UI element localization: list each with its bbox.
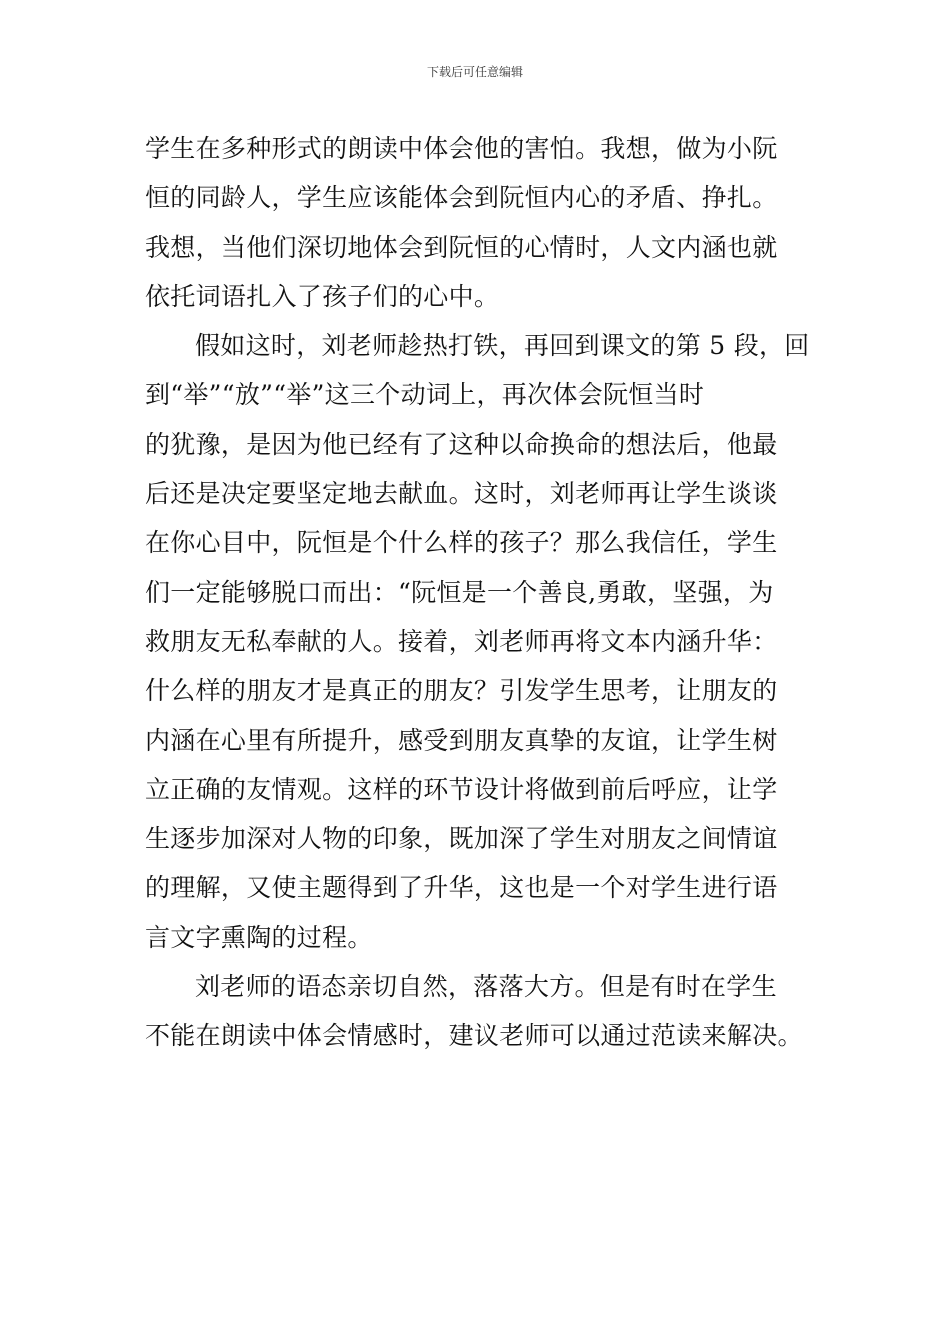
text-line: 假如这时，刘老师趁热打铁，再回到课文的第 5 段，回 — [195, 331, 810, 361]
document-body — [145, 124, 810, 1061]
text-line: 我想，当他们深切地体会到阮恒的心情时，人文内涵也就 — [145, 232, 778, 262]
text-line: 立正确的友情观。这样的环节设计将做到前后呼应，让学 — [145, 774, 778, 804]
text-line: 的犹豫，是因为他已经有了这种以命换命的想法后，他最 — [145, 429, 778, 459]
text-line: 刘老师的语态亲切自然，落落大方。但是有时在学生 — [195, 972, 777, 1002]
page-header: 下载后可任意编辑 — [426, 65, 523, 79]
text-line: 恒的同龄人，学生应该能体会到阮恒内心的矛盾、挣扎。 — [145, 183, 778, 213]
text-line: 们一定能够脱口而出：“阮恒是一个善良,勇敢，坚强，为 — [145, 577, 774, 607]
text-line: 不能在朗读中体会情感时，建议老师可以通过范读来解决。 — [145, 1021, 803, 1051]
text-line: 在你心目中，阮恒是个什么样的孩子？那么我信任，学生 — [145, 528, 778, 558]
text-line: 依托词语扎入了孩子们的心中。 — [145, 281, 500, 311]
text-line: 生逐步加深对人物的印象，既加深了学生对朋友之间情谊 — [145, 824, 778, 854]
text-line: 学生在多种形式的朗读中体会他的害怕。我想，做为小阮 — [145, 134, 778, 163]
text-line: 到“举”“放”“举”这三个动词上，再次体会阮恒当时 — [145, 380, 705, 410]
text-line: 内涵在心里有所提升，感受到朋友真挚的友谊，让学生树 — [145, 725, 778, 755]
text-line: 后还是决定要坚定地去献血。这时，刘老师再让学生谈谈 — [145, 479, 778, 509]
text-line: 什么样的朋友才是真正的朋友？引发学生思考，让朋友的 — [145, 676, 778, 706]
text-line: 言文字熏陶的过程。 — [145, 922, 373, 952]
text-line: 的理解，又使主题得到了升华，这也是一个对学生进行语 — [145, 873, 778, 903]
text-line: 救朋友无私奉献的人。接着，刘老师再将文本内涵升华： — [145, 626, 778, 656]
